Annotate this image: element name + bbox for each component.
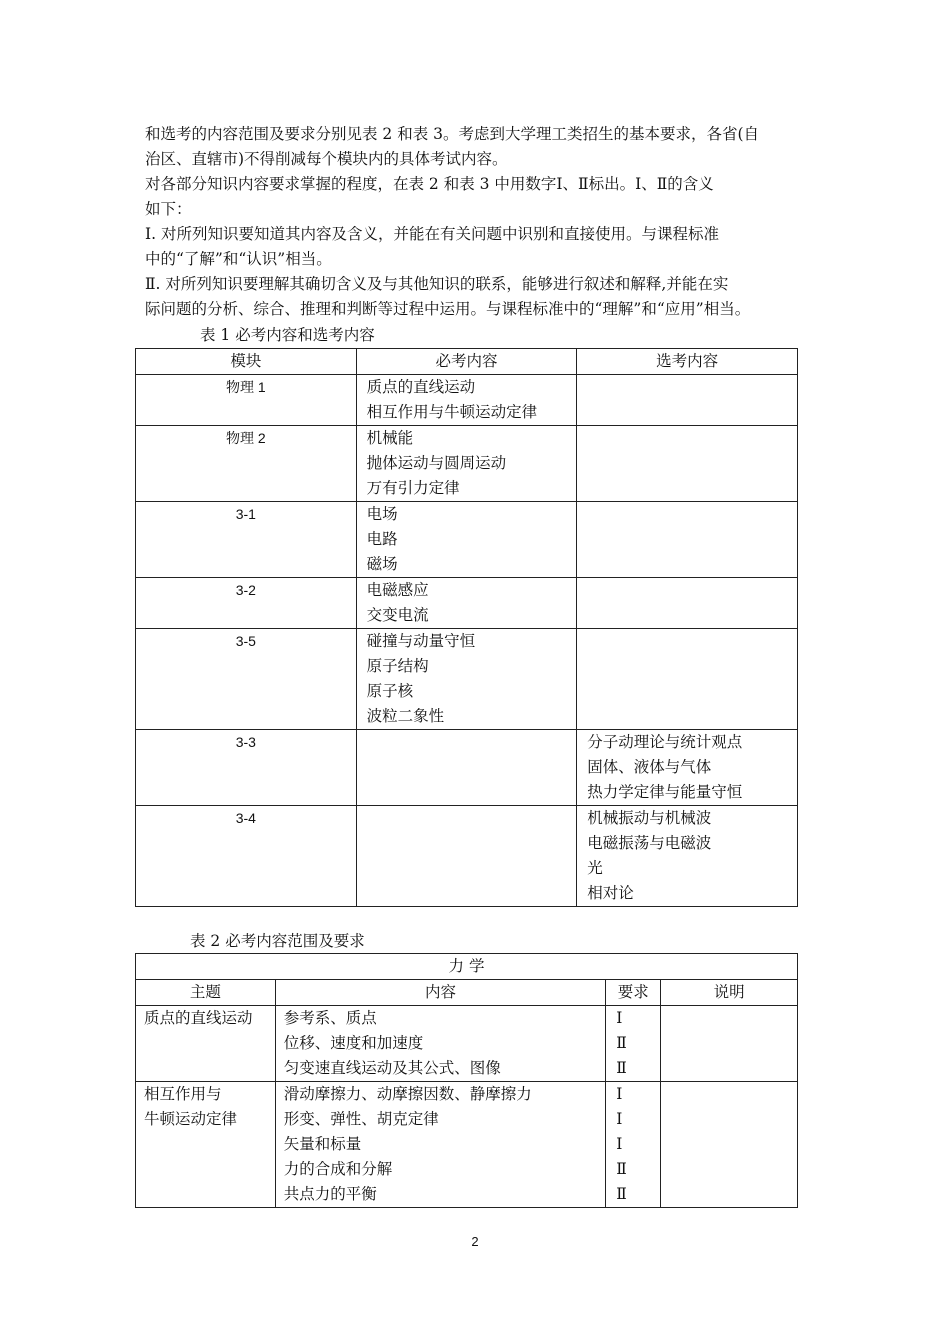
module-name: 3-3 [235,734,256,750]
topic-name: 牛顿运动定律 [144,1110,238,1128]
table2-header-notes: 说明 [661,980,798,1006]
table2-header-row [136,980,798,1006]
table1-row [136,578,798,629]
table1-header-row [136,349,798,375]
notes-cell [661,1082,798,1208]
module-name: 物理 2 [225,430,266,446]
optional-item: 分子动理论与统计观点 [587,733,743,751]
required-item: 电磁感应 [366,581,429,599]
module-name: 3-2 [235,582,256,598]
table2-section-row [136,954,798,980]
optional-item: 电磁振荡与电磁波 [587,834,712,852]
optional-item: 热力学定律与能量守恒 [587,783,743,801]
notes-cell [661,1006,798,1082]
module-name: 3-1 [235,506,256,522]
table1-row [136,730,798,806]
topic-name: 相互作用与 [144,1085,222,1103]
table2-section-title: 力 学 [136,954,798,980]
topic-cell [136,1082,276,1208]
content-item: 形变、弹性、胡克定律 [283,1110,439,1128]
required-item: 原子核 [366,682,414,700]
optional-item: 光 [587,859,603,877]
required-item: 电场 [366,505,398,523]
paragraph-line: Ⅰ. 对所列知识要知道其内容及含义，并能在有关问题中识别和直接使用。与课程标准 [145,225,719,243]
optional-item: 机械振动与机械波 [587,809,712,827]
required-content-cell [356,629,577,730]
table1-row [136,502,798,578]
table2-row [136,1006,798,1082]
optional-content-cell [577,375,798,426]
paragraph-line: 如下： [145,200,192,218]
optional-item: 固体、液体与气体 [587,758,712,776]
content-cell [275,1082,605,1208]
required-content-cell [356,730,577,806]
paragraph-4 [145,272,825,322]
content-cell [275,1006,605,1082]
content-item: 匀变速直线运动及其公式、图像 [283,1059,501,1077]
module-cell [136,375,357,426]
paragraph-line: Ⅱ. 对所列知识要理解其确切含义及与其他知识的联系，能够进行叙述和解释,并能在实 [145,275,729,293]
content-item: 滑动摩擦力、动摩擦因数、静摩擦力 [283,1085,532,1103]
level-value: Ⅱ [616,1059,627,1077]
table2-header-topic: 主题 [136,980,276,1006]
paragraph-line: 中的“了解”和“认识”相当。 [145,250,332,268]
level-value: Ⅱ [616,1034,627,1052]
required-content-cell [356,578,577,629]
level-cell [606,1082,661,1208]
table1-header-required: 必考内容 [356,349,577,375]
module-name: 3-4 [235,810,256,826]
required-item: 波粒二象性 [366,707,445,725]
required-item: 质点的直线运动 [366,378,476,396]
paragraph-line: 际问题的分析、综合、推理和判断等过程中运用。与课程标准中的“理解”和“应用”相当。 [145,300,751,318]
required-item: 抛体运动与圆周运动 [366,454,507,472]
module-cell [136,806,357,907]
level-value: Ⅰ [616,1110,623,1128]
table1-row [136,375,798,426]
required-content-cell [356,502,577,578]
required-item: 磁场 [366,555,398,573]
optional-content-cell [577,730,798,806]
topic-cell [136,1006,276,1082]
table1-row [136,629,798,730]
module-cell [136,730,357,806]
module-name: 物理 1 [225,379,266,395]
level-value: Ⅰ [616,1135,623,1153]
table1-header-module: 模块 [136,349,357,375]
module-cell [136,502,357,578]
table1-row [136,806,798,907]
required-item: 碰撞与动量守恒 [366,632,476,650]
optional-content-cell [577,806,798,907]
module-name: 3-5 [235,633,256,649]
content-item: 位移、速度和加速度 [283,1034,424,1052]
optional-content-cell [577,502,798,578]
level-value: Ⅱ [616,1185,627,1203]
content-item: 参考系、质点 [283,1009,377,1027]
optional-item: 相对论 [587,884,634,902]
paragraph-2 [145,172,825,222]
level-value: Ⅰ [616,1085,623,1103]
table1 [135,348,798,907]
paragraph-1 [145,122,825,172]
level-value: Ⅰ [616,1009,623,1027]
topic-name: 质点的直线运动 [144,1009,253,1027]
optional-content-cell [577,426,798,502]
required-item: 相互作用与牛顿运动定律 [366,403,538,421]
table2-row [136,1082,798,1208]
paragraph-line: 治区、直辖市)不得削减每个模块内的具体考试内容。 [145,150,508,168]
module-cell [136,578,357,629]
required-item: 交变电流 [366,606,429,624]
table2-caption: 表 2 必考内容范围及要求 [190,932,365,950]
required-item: 机械能 [366,429,414,447]
table2 [135,953,798,1208]
required-item: 万有引力定律 [366,479,460,497]
paragraph-line: 对各部分知识内容要求掌握的程度，在表 2 和表 3 中用数字Ⅰ、Ⅱ标出。Ⅰ、Ⅱ的含义 [145,175,714,193]
required-content-cell [356,375,577,426]
module-cell [136,629,357,730]
required-item: 原子结构 [366,657,429,675]
paragraph-3 [145,222,825,272]
table1-caption: 表 1 必考内容和选考内容 [200,326,375,344]
required-item: 电路 [366,530,398,548]
table1-row [136,426,798,502]
table2-header-level: 要求 [606,980,661,1006]
optional-content-cell [577,629,798,730]
optional-content-cell [577,578,798,629]
required-content-cell [356,806,577,907]
level-cell [606,1006,661,1082]
table2-header-content: 内容 [275,980,605,1006]
required-content-cell [356,426,577,502]
paragraph-line: 和选考的内容范围及要求分别见表 2 和表 3。考虑到大学理工类招生的基本要求，各省(自 [145,125,760,143]
content-item: 矢量和标量 [283,1135,362,1153]
content-item: 力的合成和分解 [283,1160,393,1178]
table2-body [136,1006,798,1208]
content-item: 共点力的平衡 [283,1185,377,1203]
table1-body [136,375,798,907]
table1-header-optional: 选考内容 [577,349,798,375]
page-number: 2 [471,1234,479,1249]
module-cell [136,426,357,502]
level-value: Ⅱ [616,1160,627,1178]
